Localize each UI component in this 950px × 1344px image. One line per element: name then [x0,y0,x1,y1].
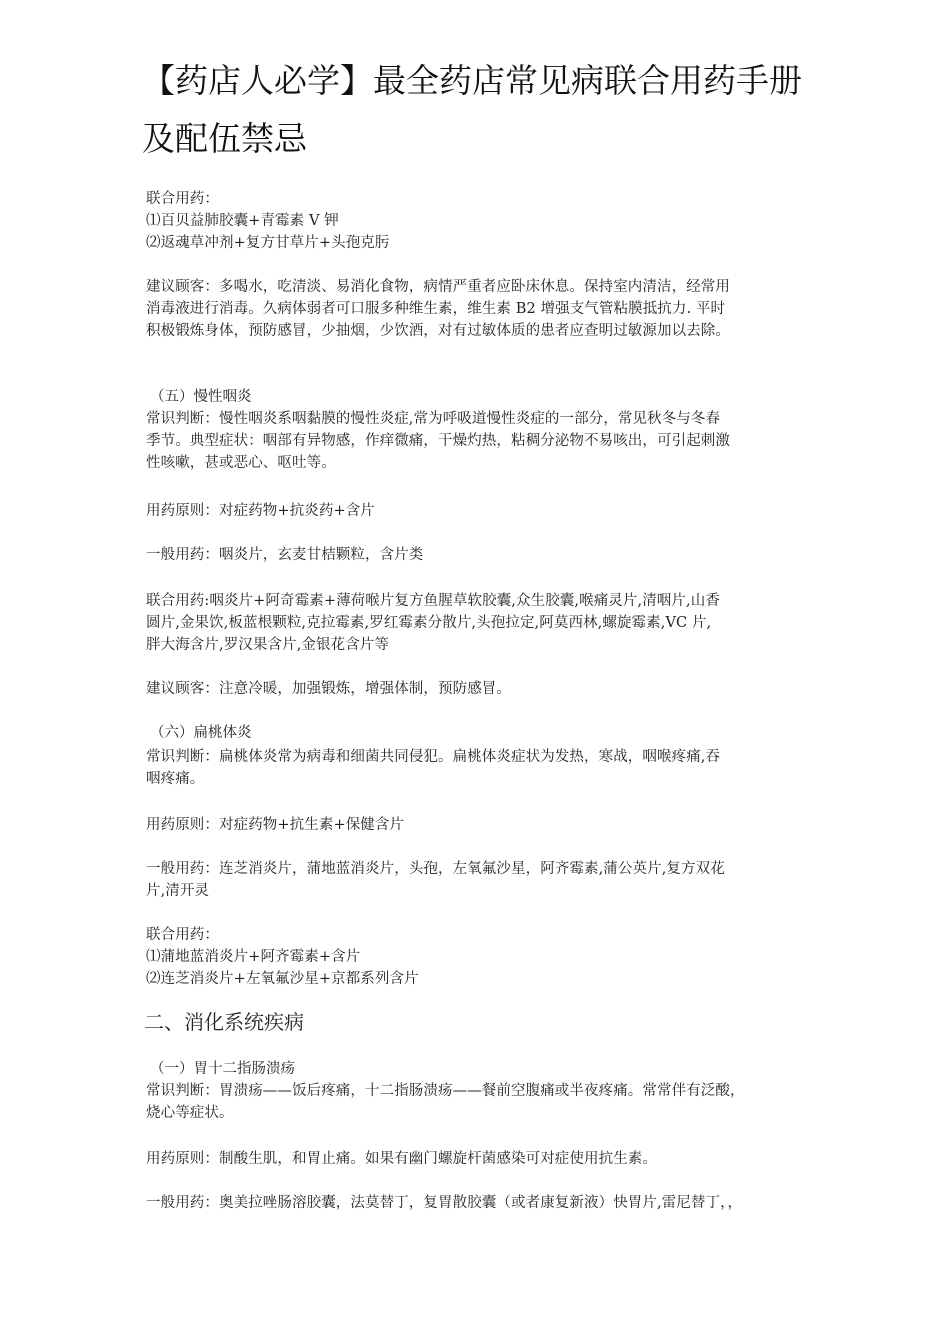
pharyngitis-combination-line-1: 联合用药:咽炎片+阿奇霉素+薄荷喉片复方鱼腥草软胶囊,众生胶囊,喉痛灵片,清咽片,山香 [146,593,720,609]
combination-medication-block [146,188,818,254]
pharyngitis-diagnosis-line-2: 季节。典型症状：咽部有异物感，作痒微痛，干燥灼热，粘稠分泌物不易咳出，可引起刺激 [146,433,730,449]
tonsillitis-diagnosis-line-1: 常识判断：扁桃体炎常为病毒和细菌共同侵犯。扁桃体炎症状为发热，寒战，咽喉疼痛,吞 [146,749,721,765]
advice-line-1: 建议顾客：多喝水，吃清淡、易消化食物，病情严重者应卧床休息。保持室内清洁，经常用 [146,279,730,295]
tonsillitis-combination [146,924,818,990]
combination-item-2: ⑵返魂草冲剂+复方甘草片+头孢克肟 [146,235,390,251]
ulcer-principle: 用药原则：制酸生肌，和胃止痛。如果有幽门螺旋杆菌感染可对症使用抗生素。 [146,1151,657,1167]
tonsillitis-general-line-1: 一般用药：连芝消炎片，蒲地蓝消炎片，头孢，左氧氟沙星，阿齐霉素,蒲公英片,复方双花 [146,861,725,877]
document-title [142,52,832,168]
advice-line-2: 消毒液进行消毒。久病体弱者可口服多种维生素，维生素 B2 增强支气管粘膜抵抗力. 平时 [146,301,726,317]
ulcer-general-medication: 一般用药：奥美拉唑肠溶胶囊，法莫替丁，复胃散胶囊（或者康复新液）快胃片,雷尼替丁，， [146,1195,743,1211]
tonsillitis-combination-item-2: ⑵连芝消炎片+左氧氟沙星+京都系列含片 [146,971,419,987]
pharyngitis-diagnosis-line-3: 性咳嗽，甚或恶心、呕吐等。 [146,455,336,471]
tonsillitis-principle: 用药原则：对症药物+抗生素+保健含片 [146,817,405,833]
section-heading-ulcer: （一）胃十二指肠溃疡 [150,1061,295,1077]
tonsillitis-general-medication [146,858,818,902]
title-line-2: 及配伍禁忌 [142,119,307,158]
combination-item-1: ⑴百贝益肺胶囊+青霉素 V 钾 [146,213,339,229]
pharyngitis-combination-line-3: 胖大海含片,罗汉果含片,金银花含片等 [146,637,390,653]
advice-line-3: 积极锻炼身体，预防感冒，少抽烟，少饮酒，对有过敏体质的患者应查明过敏源加以去除。 [146,323,730,339]
tonsillitis-diagnosis-line-2: 咽疼痛。 [146,771,205,787]
combination-heading: 联合用药： [146,191,219,207]
tonsillitis-diagnosis [146,746,818,790]
ulcer-diagnosis-line-1: 常识判断：胃溃疡——饭后疼痛，十二指肠溃疡——餐前空腹痛或半夜疼痛。常常伴有泛酸， [146,1083,745,1099]
ulcer-diagnosis-line-2: 烧心等症状。 [146,1105,234,1121]
section-heading-tonsillitis: （六）扁桃体炎 [150,725,252,741]
tonsillitis-combination-item-1: ⑴蒲地蓝消炎片+阿齐霉素+含片 [146,949,361,965]
customer-advice-paragraph [146,276,818,342]
pharyngitis-advice: 建议顾客：注意冷暖，加强锻炼，增强体制，预防感冒。 [146,681,511,697]
pharyngitis-combination-line-2: 圆片,金果饮,板蓝根颗粒,克拉霉素,罗红霉素分散片,头孢拉定,阿莫西林,螺旋霉素,VC 片, [146,615,712,631]
pharyngitis-general-medication: 一般用药：咽炎片，玄麦甘桔颗粒，含片类 [146,547,424,563]
pharyngitis-principle: 用药原则：对症药物+抗炎药+含片 [146,503,375,519]
ulcer-diagnosis [146,1080,818,1124]
pharyngitis-diagnosis [146,408,818,474]
title-line-1: 【药店人必学】最全药店常见病联合用药手册 [142,61,802,100]
pharyngitis-combination [146,590,818,656]
chapter-heading-digestive: 二、消化系统疾病 [144,1010,304,1034]
section-heading-chronic-pharyngitis: （五）慢性咽炎 [150,389,252,405]
tonsillitis-combination-heading: 联合用药： [146,927,219,943]
pharyngitis-diagnosis-line-1: 常识判断：慢性咽炎系咽黏膜的慢性炎症,常为呼吸道慢性炎症的一部分，常见秋冬与冬春 [146,411,721,427]
tonsillitis-general-line-2: 片,清开灵 [146,883,210,899]
